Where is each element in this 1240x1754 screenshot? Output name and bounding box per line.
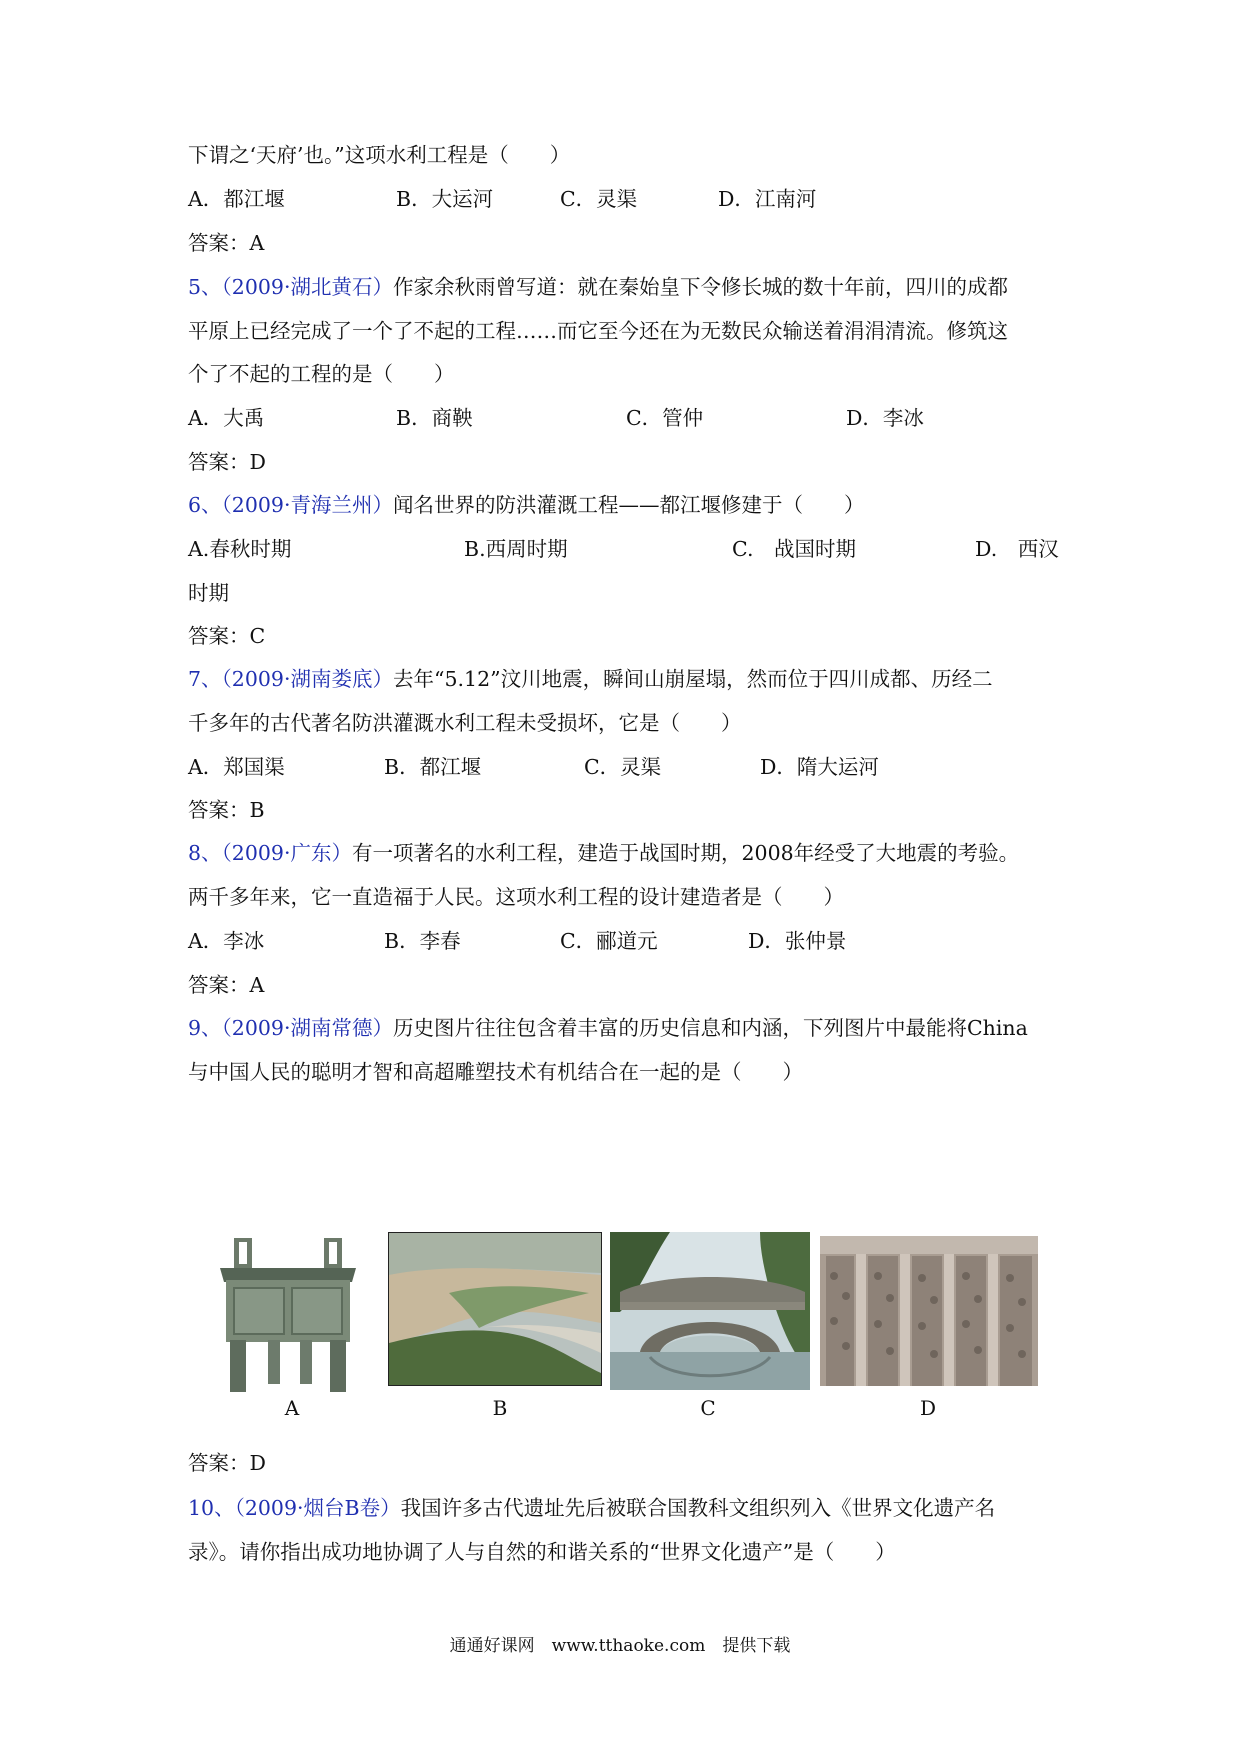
q8-source: 8、（2009·广东） xyxy=(188,841,352,865)
q5-option-a: A．大禹 xyxy=(188,406,265,430)
q6-text: 闻名世界的防洪灌溉工程——都江堰修建于（ ） xyxy=(392,493,865,517)
q4-answer: 答案：A xyxy=(188,231,265,255)
q5-options xyxy=(188,403,1058,433)
q4-option-d: D．江南河 xyxy=(718,187,817,211)
q5-option-b: B．商鞅 xyxy=(396,406,473,430)
q4-option-b: B．大运河 xyxy=(396,187,494,211)
picture-d-terracotta-army xyxy=(820,1236,1038,1386)
q5-line2: 平原上已经完成了一个了不起的工程……而它至今还在为无数民众输送着涓涓清流。修筑这 xyxy=(188,319,1008,343)
q6-option-c: C. 战国时期 xyxy=(732,537,856,561)
picture-a-caption: A xyxy=(284,1396,300,1420)
picture-a-bronze-ding xyxy=(212,1232,362,1397)
q10-text: 我国许多古代遗址先后被联合国教科文组织列入《世界文化遗产名 xyxy=(400,1496,996,1520)
q5-source: 5、（2009·湖北黄石） xyxy=(188,275,393,299)
q7-option-c: C．灵渠 xyxy=(584,755,662,779)
picture-b-caption: B xyxy=(492,1396,508,1420)
q8-option-b: B．李春 xyxy=(384,929,461,953)
q8-text: 有一项著名的水利工程，建造于战国时期，2008年经受了大地震的考验。 xyxy=(351,841,1020,865)
q4-options xyxy=(188,184,1058,214)
q5-answer: 答案：D xyxy=(188,450,266,474)
picture-c-caption: C xyxy=(700,1396,716,1420)
q9-line2: 与中国人民的聪明才智和高超雕塑技术有机结合在一起的是（ ） xyxy=(188,1060,803,1084)
q7-option-a: A．郑国渠 xyxy=(188,755,285,779)
q6-answer: 答案：C xyxy=(188,624,266,648)
q4-option-c: C．灵渠 xyxy=(560,187,638,211)
q6-line2: 时期 xyxy=(188,581,229,605)
q10-line1 xyxy=(188,1493,1058,1523)
q9-answer: 答案：D xyxy=(188,1451,266,1475)
q8-answer: 答案：A xyxy=(188,973,265,997)
q8-option-c: C．郦道元 xyxy=(560,929,658,953)
q6-option-a: A.春秋时期 xyxy=(188,537,292,561)
q7-options xyxy=(188,752,1058,782)
q9-text: 历史图片往往包含着丰富的历史信息和内涵，下列图片中最能将China xyxy=(392,1016,1028,1040)
page-footer: 通通好课网 www.tthaoke.com 提供下载 xyxy=(449,1636,791,1656)
q8-option-d: D．张仲景 xyxy=(748,929,847,953)
q5-line1 xyxy=(188,272,1058,302)
q7-option-d: D．隋大运河 xyxy=(760,755,879,779)
q8-options xyxy=(188,926,1058,956)
q6-line1 xyxy=(188,490,1058,520)
q7-line1 xyxy=(188,664,1058,694)
q9-source: 9、（2009·湖南常德） xyxy=(188,1016,393,1040)
q5-line3: 个了不起的工程的是（ ） xyxy=(188,362,455,386)
q6-option-d: D. 西汉 xyxy=(975,537,1059,561)
q8-line2: 两千多年来，它一直造福于人民。这项水利工程的设计建造者是（ ） xyxy=(188,885,844,909)
q4-option-a: A．都江堰 xyxy=(188,187,285,211)
q9-line1 xyxy=(188,1013,1058,1043)
q7-line2: 千多年的古代著名防洪灌溉水利工程未受损坏，它是（ ） xyxy=(188,711,742,735)
q5-text: 作家余秋雨曾写道：就在秦始皇下令修长城的数十年前，四川的成都 xyxy=(392,275,1008,299)
q8-line1 xyxy=(188,838,1058,868)
q7-answer: 答案：B xyxy=(188,798,265,822)
q4-text: 下谓之‘天府’也。”这项水利工程是（ ） xyxy=(188,143,571,167)
q8-option-a: A．李冰 xyxy=(188,929,265,953)
picture-d-caption: D xyxy=(919,1396,937,1420)
q10-line2: 录》。请你指出成功地协调了人与自然的和谐关系的“世界文化遗产”是（ ） xyxy=(188,1540,896,1564)
q7-option-b: B．都江堰 xyxy=(384,755,482,779)
q10-source: 10、（2009·烟台B卷） xyxy=(188,1496,401,1520)
q6-options xyxy=(188,534,1058,564)
picture-c-zhaozhou-bridge xyxy=(610,1232,810,1390)
q5-option-c: C．管仲 xyxy=(626,406,704,430)
q7-text: 去年“5.12”汶川地震，瞬间山崩屋塌，然而位于四川成都、历经二 xyxy=(392,667,993,691)
picture-b-dujiangyan xyxy=(388,1232,602,1386)
q6-option-b: B.西周时期 xyxy=(464,537,568,561)
q6-source: 6、（2009·青海兰州） xyxy=(188,493,393,517)
q7-source: 7、（2009·湖南娄底） xyxy=(188,667,393,691)
q5-option-d: D．李冰 xyxy=(846,406,924,430)
